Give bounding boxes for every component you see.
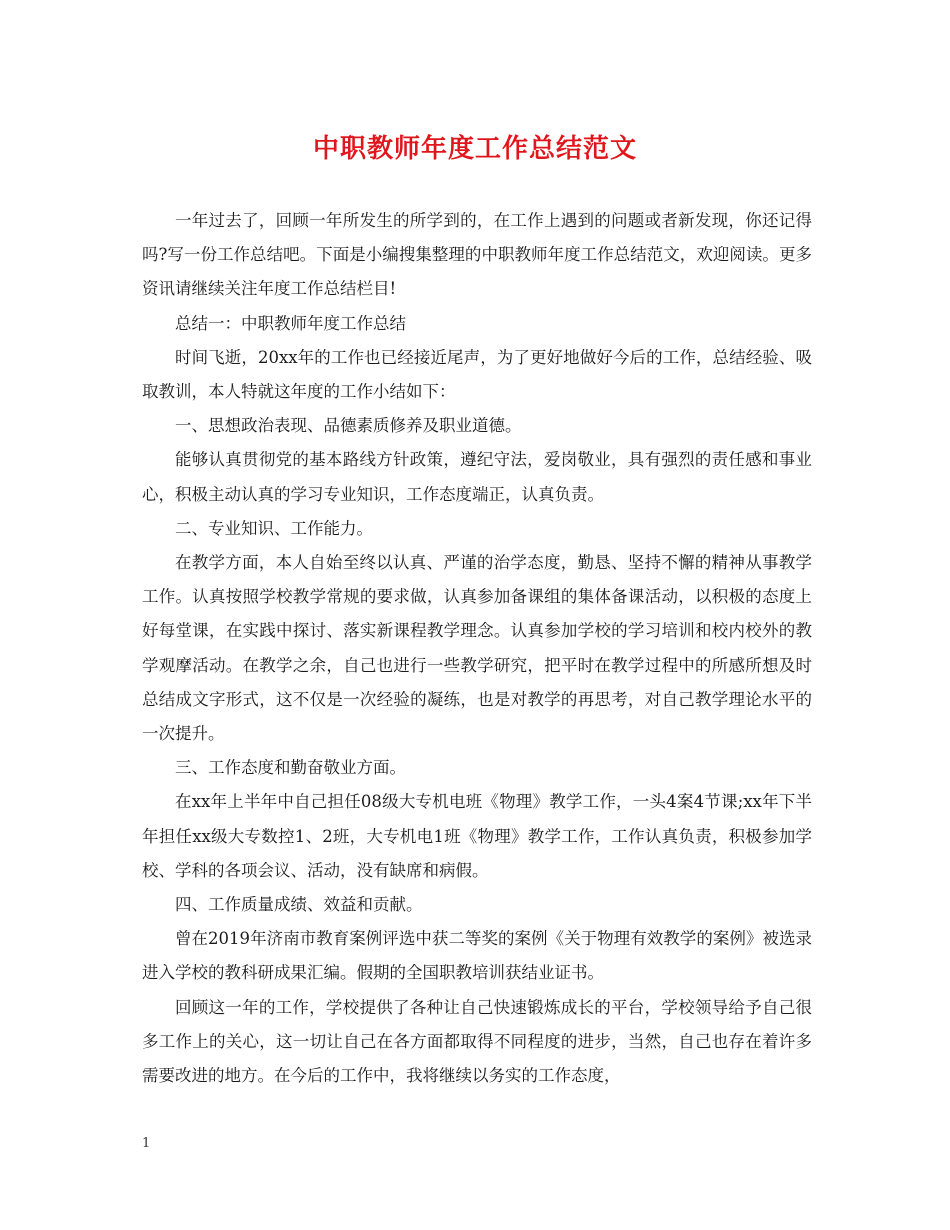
page-number: 1 [142, 1136, 151, 1151]
paragraph-section-4: 曾在2019年济南市教育案例评选中获二等奖的案例《关于物理有效教学的案例》被选录进入学校的教科研成果汇编。假期的全国职教培训获结业证书。 [142, 929, 812, 983]
document-body [142, 204, 812, 1093]
paragraph-section-1: 能够认真贯彻党的基本路线方针政策，遵纪守法，爱岗敬业，具有强烈的责任感和事业心，积极主动认真的学习专业知识，工作态度端正，认真负责。 [142, 450, 812, 504]
section-heading-2: 二、专业知识、工作能力。 [175, 518, 373, 538]
paragraph-section-3: 在xx年上半年中自己担任08级大专机电班《物理》教学工作，一头4案4节课;xx年下半年担任xx级大专数控1、2班，大专机电1班《物理》教学工作，工作认真负责，积极参加学校、学科的各项会议、活动，没有缺席和病假。 [142, 792, 812, 880]
section-heading-4: 四、工作质量成绩、效益和贡献。 [175, 895, 423, 915]
paragraph-opening: 时间飞逝，20xx年的工作也已经接近尾声，为了更好地做好今后的工作，总结经验、吸取教训，本人特就这年度的工作小结如下： [142, 347, 812, 402]
section-heading-3: 三、工作态度和勤奋敬业方面。 [175, 758, 406, 778]
paragraph-section-2: 在教学方面，本人自始至终以认真、严谨的治学态度，勤恳、坚持不懈的精神从事教学工作。认真按照学校教学常规的要求做，认真参加备课组的集体备课活动，以积极的态度上好每堂课，在实践中探讨、落实新课程教学理念。认真参加学校的学习培训和校内校外的教学观摩活动。在教学之余，自己也进行一些教学研究，把平时在教学过程中的所感所想及时总结成文字形式，这不仅是一次经验的凝练，也是对教学的再思考，对自己教学理论水平的一次提升。 [142, 553, 812, 744]
paragraph-summary-heading: 总结一：中职教师年度工作总结 [175, 313, 406, 333]
document-title: 中职教师年度工作总结范文 [312, 134, 637, 164]
section-heading-1: 一、思想政治表现、品德素质修养及职业道德。 [175, 416, 522, 436]
paragraph-review: 回顾这一年的工作，学校提供了各种让自己快速锻炼成长的平台，学校领导给予自己很多工作上的关心，这一切让自己在各方面都取得不同程度的进步，当然，自己也存在着许多需要改进的地方。在今后的工作中，我将继续以务实的工作态度， [142, 997, 812, 1086]
paragraph-intro: 一年过去了，回顾一年所发生的所学到的，在工作上遇到的问题或者新发现，你还记得吗?写一份工作总结吧。下面是小编搜集整理的中职教师年度工作总结范文，欢迎阅读。更多资讯请继续关注年度工作总结栏目! [142, 211, 812, 299]
